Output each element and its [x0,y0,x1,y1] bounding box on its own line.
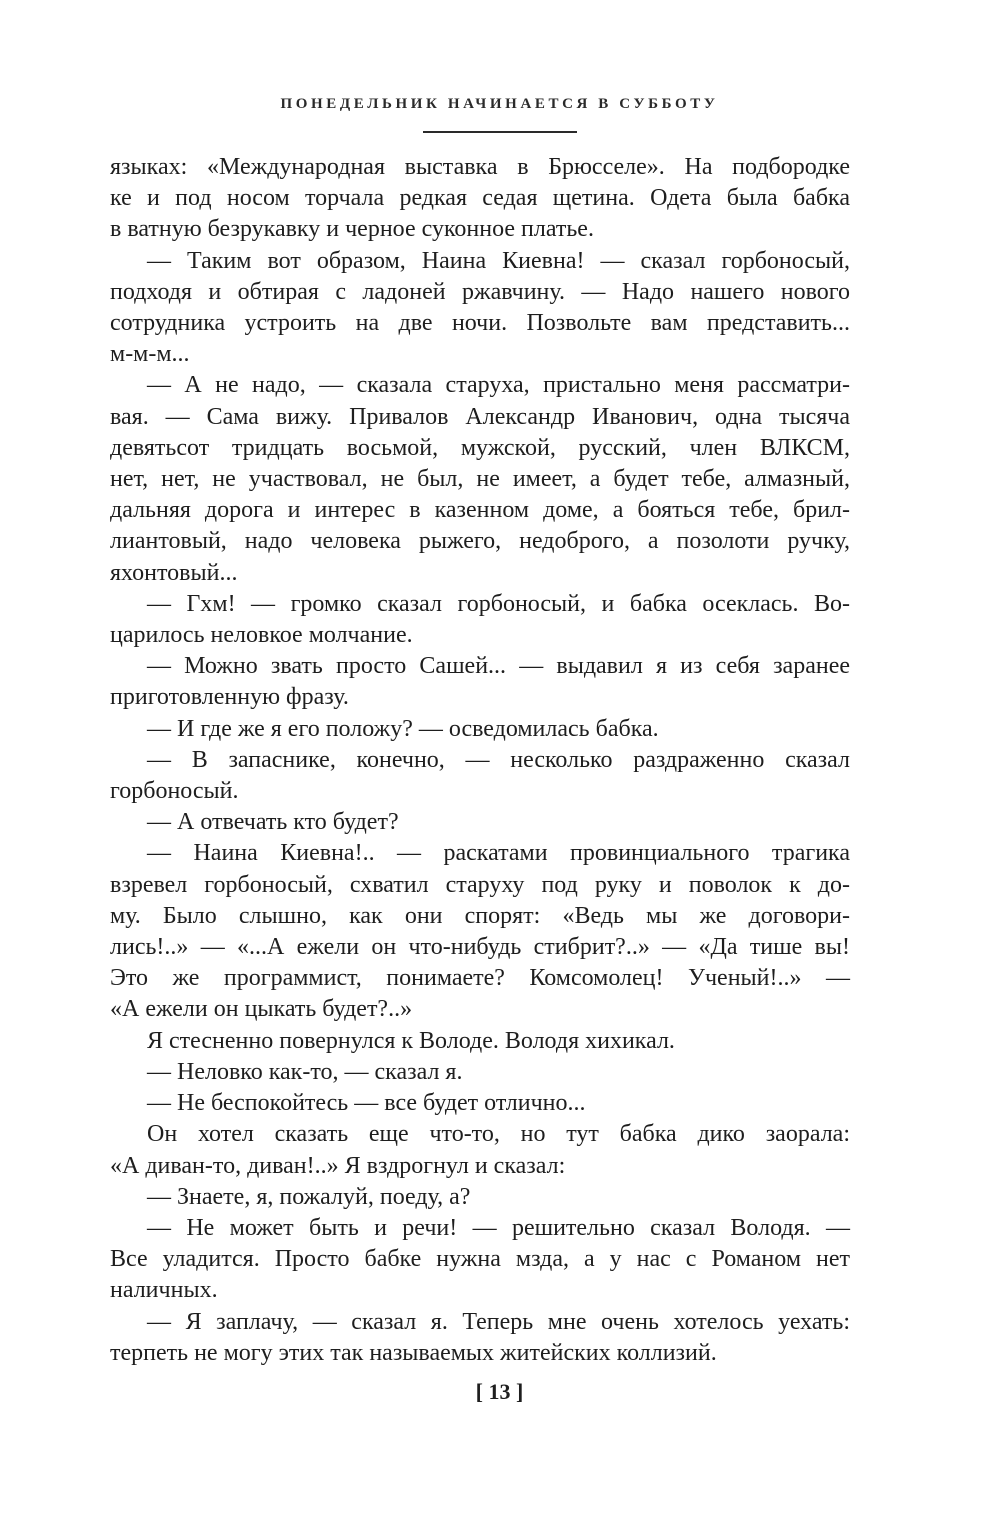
text-line: — Я заплачу, — сказал я. Теперь мне очень хотелось уехать: [147,1308,850,1335]
text-line: Все уладится. Просто бабке нужна мзда, а у нас с Романом нет [110,1246,850,1273]
text-line: нет, нет, не участвовал, не был, не имеет, а будет тебе, алмазный, [110,466,850,493]
text-line: лись!..» — «...А ежели он что-нибудь стибрит?..» — «Да тише вы! [110,934,850,961]
text-line: — Знаете, я, пожалуй, поеду, а? [147,1183,471,1210]
text-line: — Гхм! — громко сказал горбоносый, и бабка осеклась. Во- [147,590,850,617]
text-line: горбоносый. [110,778,239,805]
text-line: — Неловко как-то, — сказал я. [147,1058,463,1085]
text-line: сотрудника устроить на две ночи. Позвольте вам представить... [110,310,850,337]
text-line: лиантовый, надо человека рыжего, недоброго, а позолоти ручку, [110,528,850,555]
text-line: «А диван-то, диван!..» Я вздрогнул и сказал: [110,1152,566,1179]
text-line: наличных. [110,1277,218,1304]
text-line: вая. — Сама вижу. Привалов Александр Иванович, одна тысяча [110,403,850,430]
running-head: ПОНЕДЕЛЬНИК НАЧИНАЕТСЯ В СУББОТУ [280,96,719,112]
text-line: Он хотел сказать еще что-то, но тут бабка дико заорала: [147,1121,850,1148]
text-line: — Наина Киевна!.. — раскатами провинциального трагика [147,840,850,867]
text-line: взревел горбоносый, схватил старуху под руку и поволок к до- [110,871,850,898]
text-line: «А ежели он цыкать будет?..» [110,996,413,1023]
text-line: приготовленную фразу. [110,684,349,711]
text-line: му. Было слышно, как они спорят: «Ведь мы же договори- [110,902,850,929]
text-line: — Не беспокойтесь — все будет отлично... [147,1090,586,1117]
text-line: Я стесненно повернулся к Володе. Володя хихикал. [147,1027,675,1054]
text-line: Это же программист, понимаете? Комсомолец! Ученый!..» — [110,965,850,992]
running-head-rule [423,131,577,133]
text-line: дальняя дорога и интерес в казенном доме, а бояться тебе, брил- [110,497,850,524]
text-line: языках: «Международная выставка в Брюсселе». На подбородке [110,154,850,180]
text-line: ке и под носом торчала редкая седая щетина. Одета была бабка [110,185,850,212]
text-line: — А отвечать кто будет? [147,809,399,836]
body-text [110,152,850,1369]
text-line: — Не может быть и речи! — решительно сказал Володя. — [147,1214,850,1241]
text-line: девятьсот тридцать восьмой, мужской, русский, член ВЛКСМ, [110,434,850,461]
text-line: — Таким вот образом, Наина Киевна! — сказал горбоносый, [147,247,850,274]
text-line: — В запаснике, конечно, — несколько раздраженно сказал [147,746,850,773]
text-line: м-м-м... [110,341,190,368]
text-line: царилось неловкое молчание. [110,622,413,649]
text-line: — И где же я его положу? — осведомилась бабка. [147,715,659,742]
text-line: в ватную безрукавку и черное суконное платье. [110,216,594,243]
page-number: [ 13 ] [475,1379,524,1404]
text-line: подходя и обтирая с ладоней ржавчину. — Надо нашего нового [110,278,850,305]
text-line: — Можно звать просто Сашей... — выдавил я из себя заранее [147,653,850,680]
text-line: терпеть не могу этих так называемых житейских коллизий. [110,1339,717,1366]
text-line: — А не надо, — сказала старуха, пристально меня рассматри- [147,372,850,399]
text-line: яхонтовый... [110,559,238,586]
